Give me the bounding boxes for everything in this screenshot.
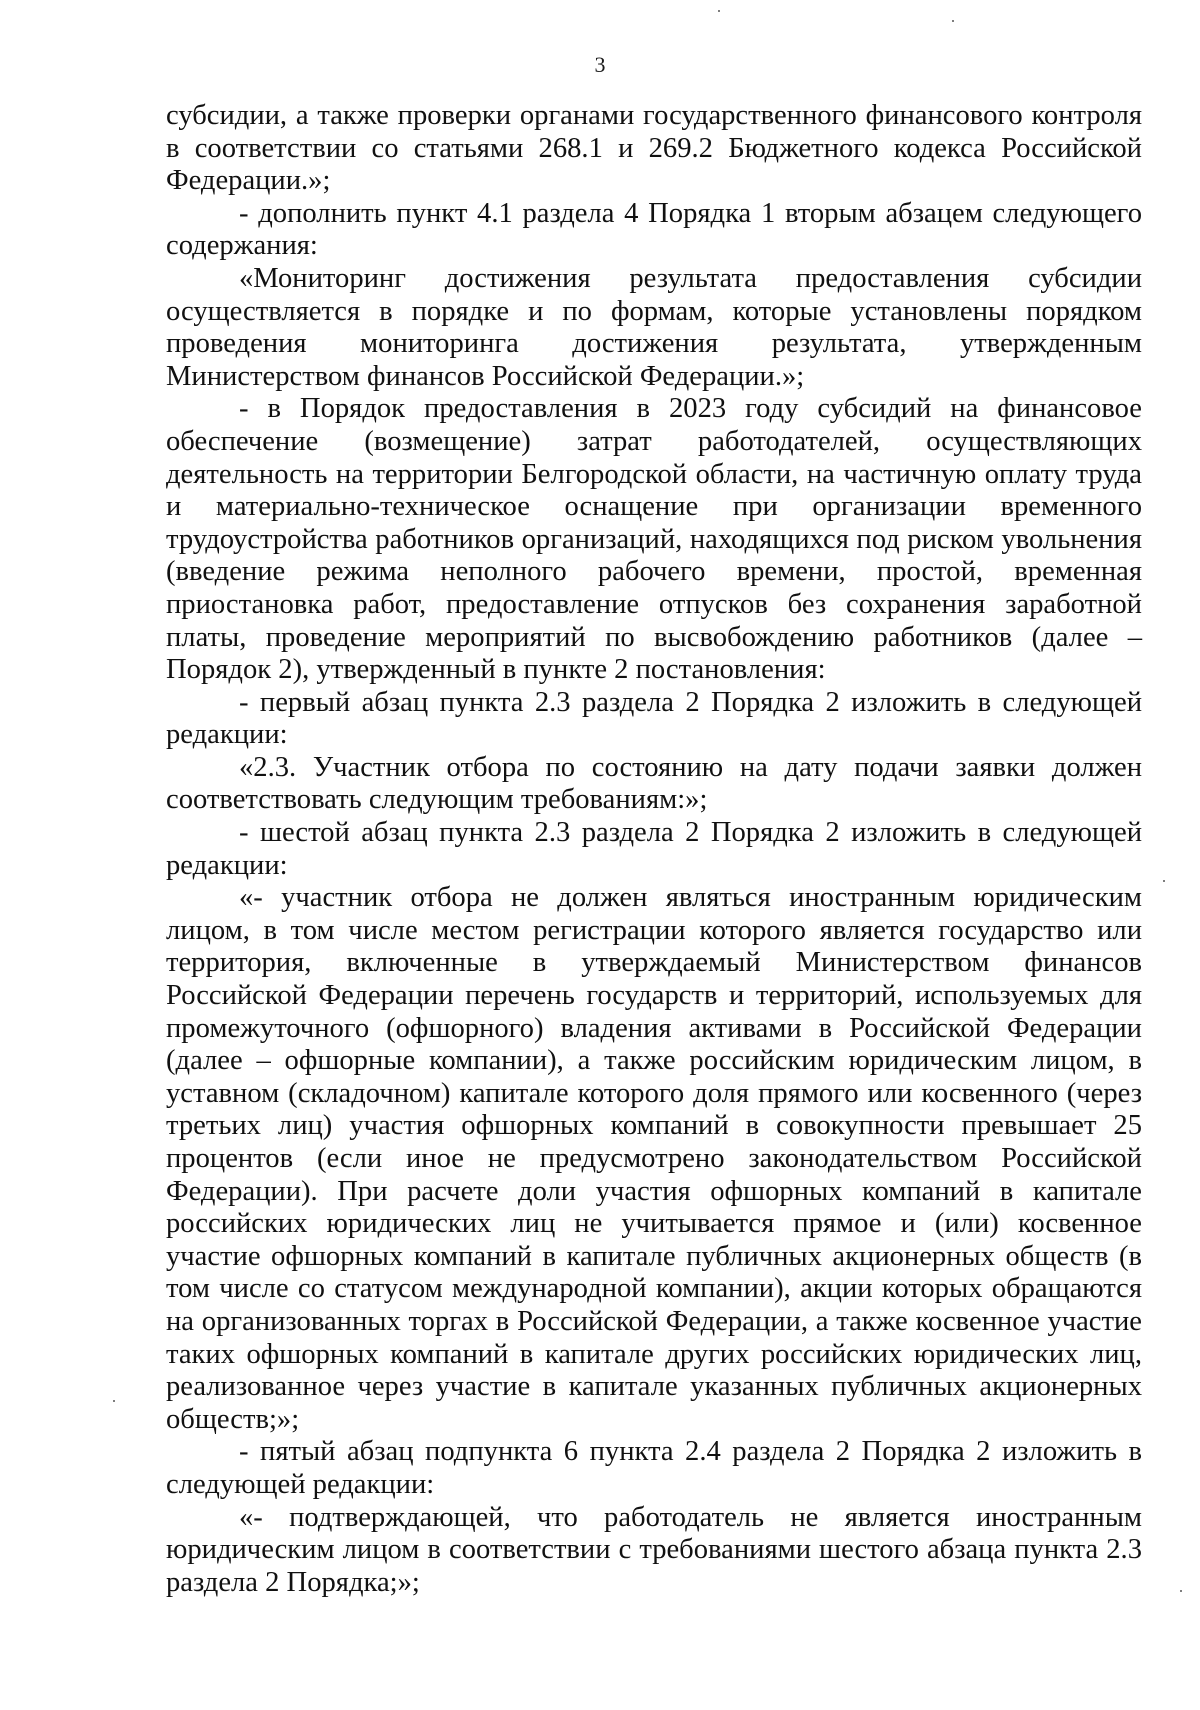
- paragraph-continuation: субсидии, а также проверки органами государственного финансового контроля в соответствии со статьями 268.1 и 269.2 Бюджетного кодекса Российской Федерации.»;: [166, 100, 1142, 197]
- scan-speck: [1163, 880, 1165, 882]
- paragraph-confirmation-quote: «- подтверждающей, что работодатель не является иностранным юридическим лицом в соответствии с требованиями шестого абзаца пункта 2.3 раздела 2 Порядка;»;: [166, 1501, 1142, 1598]
- paragraph-amendment-2-4: - пятый абзац подпункта 6 пункта 2.4 раздела 2 Порядка 2 изложить в следующей редакции:: [166, 1436, 1142, 1500]
- paragraph-amendment-4-1: - дополнить пункт 4.1 раздела 4 Порядка 1 вторым абзацем следующего содержания:: [166, 197, 1142, 262]
- paragraph-monitoring-quote: «Мониторинг достижения результата предоставления субсидии осуществляется в порядке и по формам, которые установлены порядком проведения мониторинга достижения результата, утвержденным Министерством финансов Российской Федерации.»;: [166, 262, 1142, 392]
- paragraph-offshore-quote: «- участник отбора не должен являться иностранным юридическим лицом, в том числе местом регистрации которого является государство или территория, включенные в утверждаемый Министерством финансов Российской Федерации перечень государств и территорий, используемых для промежуточного (офшорного) владения активами в Российской Федерации (далее – офшорные компании), а также российским юридическим лицом, в уставном (складочном) капитале которого доля прямого или косвенного (через третьих лиц) участия офшорных компаний в совокупности превышает 25 процентов (если иное не предусмотрено законодательством Российской Федерации). При расчете доли участия офшорных компаний в капитале российских юридических лиц не учитывается прямое и (или) косвенное участие офшорных компаний в капитале публичных акционерных обществ (в том числе со статусом международной компании), акции которых обращаются на организованных торгах в Российской Федерации, а также косвенное участие таких офшорных компаний в капитале других российских юридических лиц, реализованное через участие в капитале указанных публичных акционерных обществ;»;: [166, 882, 1142, 1435]
- scan-speck: [1180, 1590, 1182, 1592]
- scan-speck: [952, 20, 954, 22]
- paragraph-amendment-2-3-sixth: - шестой абзац пункта 2.3 раздела 2 Порядка 2 изложить в следующей редакции:: [166, 817, 1142, 881]
- paragraph-amendment-2-3-first: - первый абзац пункта 2.3 раздела 2 Порядка 2 изложить в следующей редакции:: [166, 686, 1142, 751]
- page-number: 3: [594, 52, 606, 77]
- paragraph-procedure-2-intro: - в Порядок предоставления в 2023 году субсидий на финансовое обеспечение (возмещение) затрат работодателей, осуществляющих деятельность на территории Белгородской области, на частичную оплату труда и материально-техническое оснащение при организации временного трудоустройства работников организаций, находящихся под риском увольнения (введение режима неполного рабочего времени, простой, временная приостановка работ, предоставление отпусков без сохранения заработной платы, проведение мероприятий по высвобождению работников (далее – Порядок 2), утвержденный в пункте 2 постановления:: [166, 393, 1142, 686]
- document-body: [166, 100, 1142, 1599]
- paragraph-2-3-quote: «2.3. Участник отбора по состоянию на дату подачи заявки должен соответствовать следующим требованиям:»;: [166, 751, 1142, 816]
- scan-speck: [718, 10, 720, 12]
- scan-speck: [113, 1400, 115, 1402]
